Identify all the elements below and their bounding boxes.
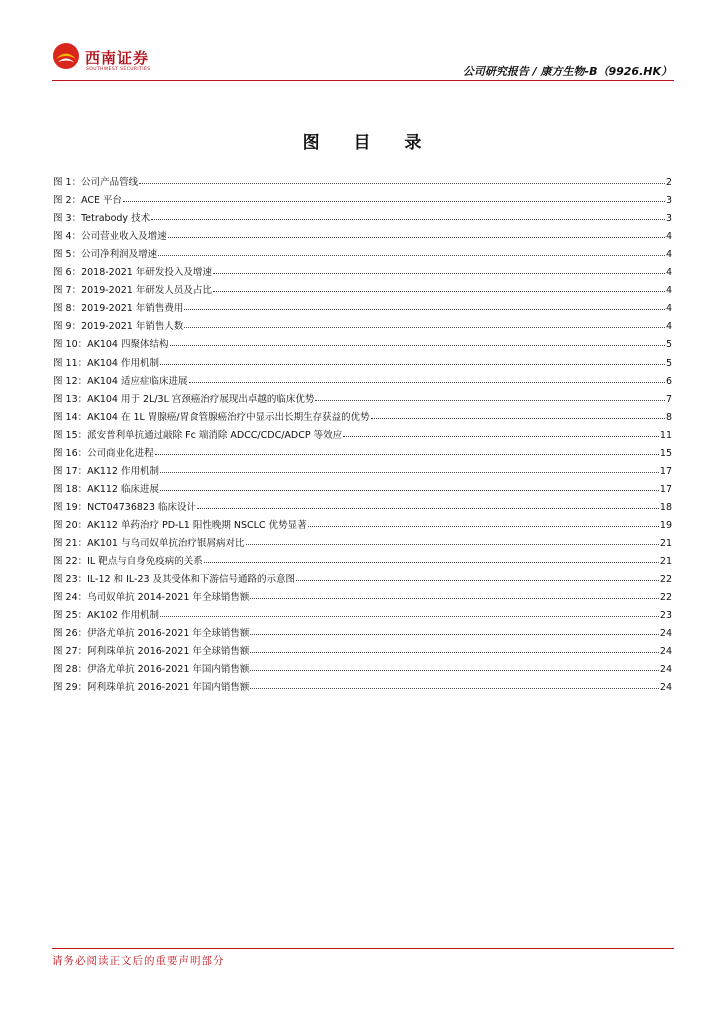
page-header — [0, 0, 724, 82]
toc-entry[interactable] — [53, 531, 672, 549]
toc-entry-label[interactable]: 图 22：IL 靶点与自身免疫病的关系 — [53, 556, 203, 568]
toc-entry-page[interactable]: 19 — [659, 519, 672, 531]
toc-entry-page[interactable]: 4 — [665, 285, 672, 297]
toc-entry-page[interactable]: 23 — [659, 610, 672, 622]
toc-entry-page[interactable]: 8 — [665, 411, 672, 423]
toc-entry-label[interactable]: 图 21：AK101 与乌司奴单抗治疗银屑病对比 — [53, 537, 245, 549]
toc-entry[interactable] — [53, 242, 672, 260]
toc-dot-leader — [184, 309, 665, 310]
toc-entry-page[interactable]: 24 — [659, 664, 672, 676]
toc-entry[interactable] — [53, 314, 672, 332]
toc-dot-leader — [343, 436, 659, 437]
toc-entry[interactable] — [53, 224, 672, 242]
toc-entry-label[interactable]: 图 15：派安普利单抗通过敲除 Fc 端消除 ADCC/CDC/ADCP 等效应 — [53, 429, 343, 441]
toc-entry-page[interactable]: 4 — [665, 267, 672, 279]
toc-entry[interactable] — [53, 332, 672, 350]
toc-entry[interactable] — [53, 603, 672, 621]
footer-disclaimer: 请务必阅读正文后的重要声明部分 — [52, 955, 225, 967]
toc-entry[interactable] — [53, 513, 672, 531]
toc-entry-label[interactable]: 图 6：2018-2021 年研发投入及增速 — [53, 267, 212, 279]
toc-entry-label[interactable]: 图 20：AK112 单药治疗 PD-L1 阳性晚期 NSCLC 优势显著 — [53, 519, 307, 531]
toc-dot-leader — [250, 652, 658, 653]
toc-entry[interactable] — [53, 675, 672, 693]
toc-entry-label[interactable]: 图 25：AK102 作用机制 — [53, 610, 159, 622]
toc-entry-label[interactable]: 图 17：AK112 作用机制 — [53, 465, 159, 477]
toc-entry-label[interactable]: 图 3：Tetrabody 技术 — [53, 213, 151, 225]
table-of-figures — [53, 170, 672, 693]
toc-dot-leader — [151, 219, 665, 220]
toc-entry[interactable] — [53, 350, 672, 368]
toc-entry-label[interactable]: 图 2：ACE 平台 — [53, 195, 123, 207]
toc-entry-page[interactable]: 22 — [659, 574, 672, 586]
logo-text-cn: 西南证券 — [85, 49, 150, 67]
toc-dot-leader — [213, 273, 665, 274]
logo-text-en: SOUTHWEST SECURITIES — [86, 67, 151, 72]
toc-entry-page[interactable]: 11 — [659, 429, 672, 441]
logo-emblem-icon — [52, 42, 80, 70]
toc-entry-label[interactable]: 图 18：AK112 临床进展 — [53, 483, 159, 495]
toc-dot-leader — [160, 472, 659, 473]
header-divider — [52, 80, 674, 81]
toc-entry-label[interactable]: 图 7：2019-2021 年研发人员及占比 — [53, 285, 212, 297]
toc-entry-page[interactable]: 4 — [665, 249, 672, 261]
toc-entry[interactable] — [53, 459, 672, 477]
toc-dot-leader — [170, 345, 665, 346]
toc-entry-label[interactable]: 图 8：2019-2021 年销售费用 — [53, 303, 184, 315]
toc-entry-page[interactable]: 3 — [665, 213, 672, 225]
toc-entry-label[interactable]: 图 23：IL-12 和 IL-23 及其受体和下游信号通路的示意图 — [53, 574, 296, 586]
toc-dot-leader — [160, 364, 665, 365]
toc-entry-page[interactable]: 5 — [665, 339, 672, 351]
toc-entry-page[interactable]: 24 — [659, 646, 672, 658]
toc-entry-page[interactable]: 6 — [665, 375, 672, 387]
toc-entry-label[interactable]: 图 5：公司净利润及增速 — [53, 249, 158, 261]
toc-dot-leader — [213, 291, 665, 292]
toc-entry-label[interactable]: 图 12：AK104 适应症临床进展 — [53, 375, 188, 387]
toc-entry-page[interactable]: 17 — [659, 483, 672, 495]
toc-dot-leader — [250, 598, 658, 599]
toc-entry-page[interactable]: 21 — [659, 556, 672, 568]
toc-entry[interactable] — [53, 387, 672, 405]
toc-entry[interactable] — [53, 405, 672, 423]
toc-dot-leader — [158, 255, 665, 256]
toc-entry-label[interactable]: 图 29：阿利珠单抗 2016-2021 年国内销售额 — [53, 682, 250, 694]
footer-divider — [52, 948, 674, 949]
toc-entry-label[interactable]: 图 4：公司营业收入及增速 — [53, 231, 167, 243]
page-title: 图 目 录 — [302, 133, 436, 153]
toc-entry[interactable] — [53, 657, 672, 675]
toc-entry-label[interactable]: 图 14：AK104 在 1L 胃腺癌/胃食管腺癌治疗中显示出长期生存获益的优势 — [53, 411, 370, 423]
toc-dot-leader — [168, 237, 665, 238]
toc-entry[interactable] — [53, 296, 672, 314]
toc-entry[interactable] — [53, 585, 672, 603]
toc-entry[interactable] — [53, 477, 672, 495]
toc-dot-leader — [155, 454, 659, 455]
toc-entry-page[interactable]: 18 — [659, 501, 672, 513]
toc-entry-label[interactable]: 图 24：乌司奴单抗 2014-2021 年全球销售额 — [53, 592, 250, 604]
toc-entry[interactable] — [53, 549, 672, 567]
toc-entry[interactable] — [53, 206, 672, 224]
report-label: 公司研究报告 / 康方生物-B（9926.HK） — [462, 65, 672, 78]
toc-entry-label[interactable]: 图 13：AK104 用于 2L/3L 宫颈癌治疗展现出卓越的临床优势 — [53, 393, 315, 405]
toc-entry[interactable] — [53, 621, 672, 639]
toc-entry-label[interactable]: 图 16：公司商业化进程 — [53, 447, 154, 459]
toc-dot-leader — [160, 490, 659, 491]
toc-entry[interactable] — [53, 260, 672, 278]
toc-dot-leader — [204, 562, 659, 563]
toc-dot-leader — [139, 183, 665, 184]
toc-entry-label[interactable]: 图 19：NCT04736823 临床设计 — [53, 501, 197, 513]
toc-dot-leader — [296, 580, 659, 581]
toc-dot-leader — [189, 382, 665, 383]
toc-entry[interactable] — [53, 170, 672, 188]
toc-entry-page[interactable]: 24 — [659, 682, 672, 694]
toc-entry-page[interactable]: 22 — [659, 592, 672, 604]
toc-dot-leader — [160, 616, 659, 617]
toc-entry[interactable] — [53, 495, 672, 513]
toc-entry-page[interactable]: 3 — [665, 195, 672, 207]
toc-dot-leader — [315, 400, 665, 401]
company-logo — [52, 42, 152, 76]
toc-dot-leader — [250, 670, 658, 671]
toc-entry-page[interactable]: 17 — [659, 465, 672, 477]
toc-dot-leader — [197, 508, 659, 509]
toc-dot-leader — [246, 544, 659, 545]
toc-entry-label[interactable]: 图 9：2019-2021 年销售人数 — [53, 321, 184, 333]
toc-entry-label[interactable]: 图 10：AK104 四聚体结构 — [53, 339, 169, 351]
toc-entry-page[interactable]: 4 — [665, 231, 672, 243]
toc-dot-leader — [250, 634, 658, 635]
toc-dot-leader — [250, 688, 658, 689]
toc-entry[interactable] — [53, 639, 672, 657]
toc-entry-page[interactable]: 21 — [659, 537, 672, 549]
toc-entry[interactable] — [53, 278, 672, 296]
toc-dot-leader — [371, 418, 665, 419]
toc-entry-page[interactable]: 5 — [665, 357, 672, 369]
toc-entry-label[interactable]: 图 27：阿利珠单抗 2016-2021 年全球销售额 — [53, 646, 250, 658]
toc-entry-label[interactable]: 图 28：伊洛尤单抗 2016-2021 年国内销售额 — [53, 664, 250, 676]
toc-entry[interactable] — [53, 441, 672, 459]
toc-entry-page[interactable]: 7 — [665, 393, 672, 405]
toc-entry[interactable] — [53, 423, 672, 441]
toc-dot-leader — [123, 201, 665, 202]
toc-entry-page[interactable]: 4 — [665, 303, 672, 315]
toc-entry-page[interactable]: 4 — [665, 321, 672, 333]
toc-entry-page[interactable]: 15 — [659, 447, 672, 459]
toc-entry[interactable] — [53, 567, 672, 585]
toc-entry[interactable] — [53, 188, 672, 206]
toc-entry-page[interactable]: 2 — [665, 177, 672, 189]
toc-dot-leader — [184, 327, 665, 328]
toc-entry-label[interactable]: 图 11：AK104 作用机制 — [53, 357, 159, 369]
toc-entry-label[interactable]: 图 1：公司产品管线 — [53, 177, 139, 189]
toc-entry-label[interactable]: 图 26：伊洛尤单抗 2016-2021 年全球销售额 — [53, 628, 250, 640]
toc-dot-leader — [308, 526, 659, 527]
toc-entry-page[interactable]: 24 — [659, 628, 672, 640]
toc-entry[interactable] — [53, 369, 672, 387]
